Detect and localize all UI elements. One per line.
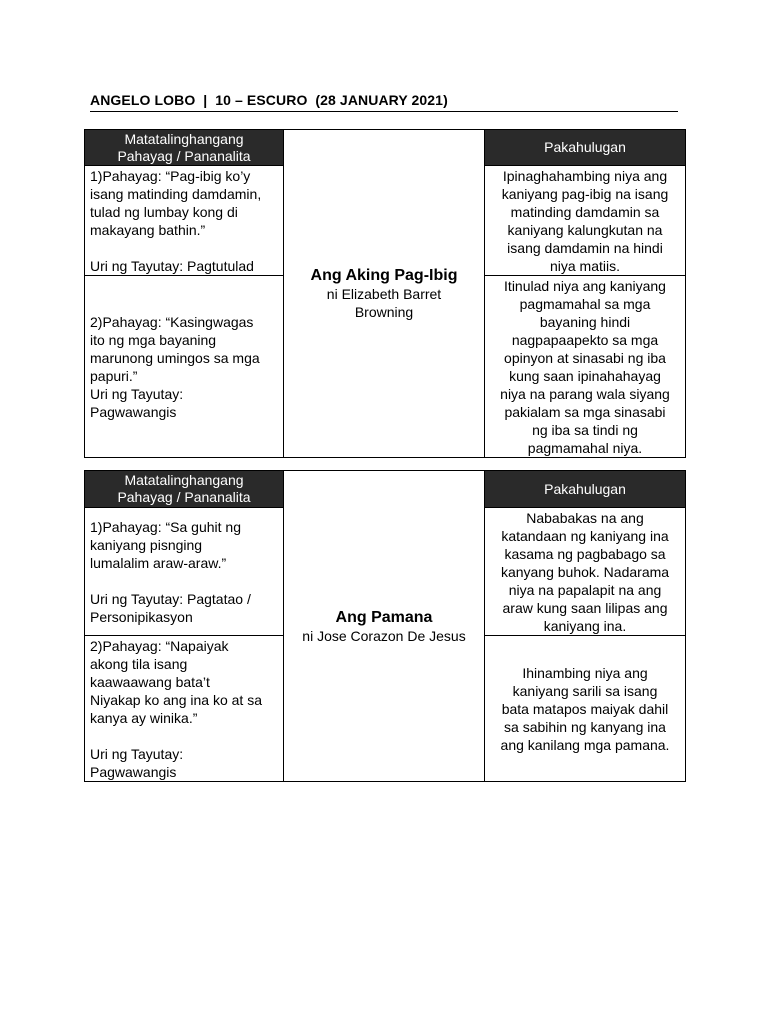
kahulugan-cell xyxy=(485,636,686,782)
figurative-table-2 xyxy=(84,470,686,782)
text-line: kanyang buhok. Nadarama xyxy=(500,564,670,580)
text-line: kaniyang pag-ibig na isang xyxy=(501,186,669,202)
text-line: Nababakas na ang xyxy=(526,510,644,526)
text-line: opinyon at sinasabi ng iba xyxy=(504,350,666,366)
text-line: ng iba sa tindi ng xyxy=(532,422,638,438)
text-line: 1)Pahayag: “Pag-ibig ko’y xyxy=(90,168,251,184)
text-line: araw kung saan lilipas ang xyxy=(502,600,668,616)
poem-title-cell xyxy=(284,130,485,458)
text-line: kanya ay winika.” xyxy=(90,710,198,726)
text-line: isang matinding damdamin, xyxy=(90,186,262,202)
text-line: tulad ng lumbay kong di xyxy=(90,204,238,220)
column-header-pahayag xyxy=(85,471,284,508)
text-line: akong tila isang xyxy=(90,656,188,672)
text-line: kaniyang kalungkutan na xyxy=(507,222,663,238)
text-line: matinding damdamin sa xyxy=(510,204,660,220)
text-line: nagpapaapekto sa mga xyxy=(511,332,659,348)
header-line: Matatalinghangang xyxy=(124,472,244,488)
poem-author-line: ni Jose Corazon De Jesus xyxy=(302,627,466,644)
column-header-pahayag xyxy=(85,130,284,166)
text-line: Niyakap ko ang ina ko at sa xyxy=(90,692,262,708)
text-line: lumalalim araw-araw.” xyxy=(90,555,227,571)
text-line: kaniyang ina. xyxy=(543,618,627,634)
text-line: kasama ng pagbabago sa xyxy=(504,546,666,562)
text-line: kung saan ipinahahayag xyxy=(509,368,661,384)
kahulugan-cell xyxy=(485,508,686,636)
text-line: pagmamahal sa mga xyxy=(519,296,651,312)
text-line: bayaning hindi xyxy=(539,314,631,330)
figurative-table-1 xyxy=(84,129,686,458)
poem-title: Ang Aking Pag-Ibig xyxy=(310,267,458,284)
document-header: ANGELO LOBO | 10 – ESCURO (28 JANUARY 2021) xyxy=(90,92,678,112)
text-line: Uri ng Tayutay: xyxy=(90,386,184,402)
text-line: ang kanilang mga pamana. xyxy=(500,737,670,753)
pahayag-cell xyxy=(85,636,284,782)
text-line: niya na papalapit na ang xyxy=(508,582,662,598)
text-line: katandaan ng kaniyang ina xyxy=(501,528,669,544)
text-line: niya na parang wala siyang xyxy=(500,386,670,402)
poem-title: Ang Pamana xyxy=(335,608,433,626)
pahayag-cell xyxy=(85,508,284,636)
poem-title-cell xyxy=(284,471,485,782)
header-line: Matatalinghangang xyxy=(124,130,244,147)
text-line: kaniyang sarili sa isang xyxy=(512,683,658,699)
text-line: makayang bathin.” xyxy=(90,222,206,238)
text-line: Uri ng Tayutay: xyxy=(90,746,184,762)
text-line: papuri.” xyxy=(90,368,138,384)
poem-author-line: Browning xyxy=(354,304,414,320)
text-line: niya matiis. xyxy=(549,258,621,274)
header-line: Pahayag / Pananalita xyxy=(117,489,251,505)
poem-author-line: ni Elizabeth Barret xyxy=(326,286,442,302)
text-line: Ihinambing niya ang xyxy=(522,665,648,681)
kahulugan-cell xyxy=(485,166,686,276)
text-line: Personipikasyon xyxy=(90,609,193,625)
text-line: pagmamahal niya. xyxy=(527,440,643,456)
column-header-pakahulugan: Pakahulugan xyxy=(485,130,686,166)
text-line: Itinulad niya ang kaniyang xyxy=(504,278,666,294)
text-line: 2)Pahayag: “Kasingwagas xyxy=(90,314,254,330)
text-line: kaawaawang bata’t xyxy=(90,674,210,690)
text-line: ito ng mga bayaning xyxy=(90,332,217,348)
text-line: pakialam sa mga sinasabi xyxy=(504,404,666,420)
pahayag-cell xyxy=(85,276,284,458)
text-line: 2)Pahayag: “Napaiyak xyxy=(90,638,229,654)
text-line: Pagwawangis xyxy=(90,404,177,420)
header-line: Pahayag / Pananalita xyxy=(117,147,251,164)
text-line: bata matapos maiyak dahil xyxy=(501,701,669,717)
text-line: Pagwawangis xyxy=(90,764,177,780)
text-line: marunong umingos sa mga xyxy=(90,350,260,366)
kahulugan-cell xyxy=(485,276,686,458)
text-line: 1)Pahayag: “Sa guhit ng xyxy=(90,519,241,535)
text-line: Uri ng Tayutay: Pagtatao / xyxy=(90,591,251,607)
text-line: Uri ng Tayutay: Pagtutulad xyxy=(90,258,254,274)
column-header-pakahulugan: Pakahulugan xyxy=(485,471,686,508)
text-line: kaniyang pisnging xyxy=(90,537,203,553)
text-line: Ipinaghahambing niya ang xyxy=(502,168,668,184)
pahayag-cell xyxy=(85,166,284,276)
text-line: sa sabihin ng kanyang ina xyxy=(504,719,666,735)
text-line: isang damdamin na hindi xyxy=(507,240,663,256)
